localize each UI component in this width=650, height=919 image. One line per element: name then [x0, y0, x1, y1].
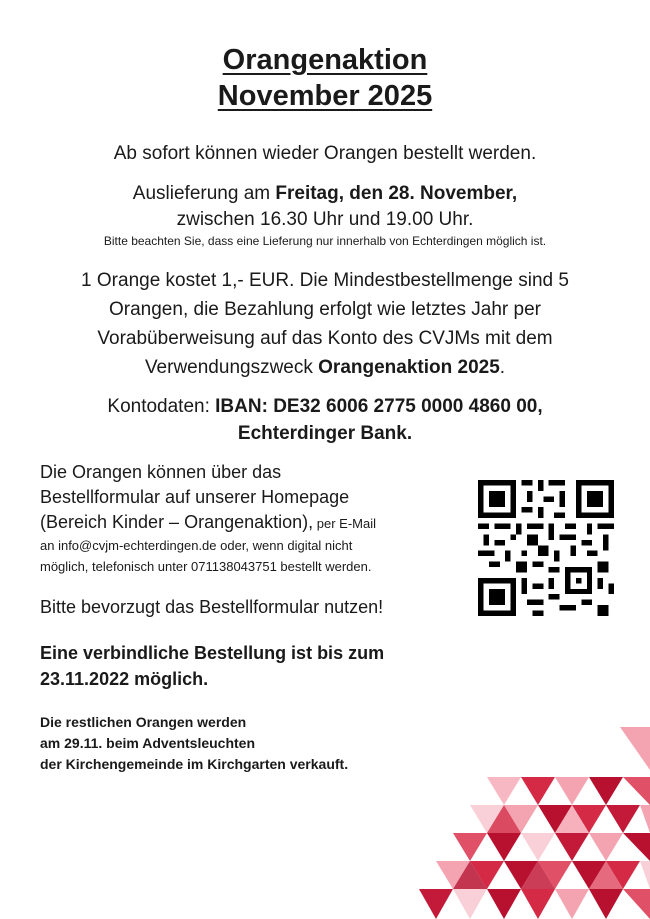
delivery-note: Bitte beachten Sie, dass eine Lieferung nur innerhalb von Echterdingen möglich ist. [103, 234, 547, 248]
delivery-prefix: Auslieferung am [132, 183, 276, 204]
remaining-text [40, 712, 440, 775]
price-purpose: Orangenaktion 2025 [318, 357, 500, 378]
title-line-1: Orangenaktion [222, 44, 428, 76]
order-line-3-small: per E-Mail [313, 516, 377, 531]
account-iban: IBAN: DE32 6006 2775 0000 4860 00, [215, 396, 543, 417]
account-text [0, 393, 650, 447]
account-bank: Echterdinger Bank. [237, 423, 413, 444]
order-line-3 [40, 510, 460, 535]
account-prefix: Kontodaten: [107, 396, 216, 417]
price-text [45, 266, 605, 382]
intro-text: Ab sofort können wieder Orangen bestellt werden. [113, 143, 537, 164]
deadline-text: Eine verbindliche Bestellung ist bis zum 23.11.2022 möglich. [40, 643, 385, 689]
price-end: . [499, 357, 506, 378]
delivery-date: Freitag, den 28. November, [275, 183, 518, 204]
order-line-3-main: (Bereich Kinder – Orangenaktion), [40, 512, 314, 532]
remaining-line-1: Die restlichen Orangen werden [40, 714, 247, 730]
delivery-text [0, 181, 650, 233]
title-line-2: November 2025 [217, 80, 433, 112]
delivery-time: zwischen 16.30 Uhr und 19.00 Uhr. [176, 209, 474, 230]
remaining-line-3: der Kirchengemeinde im Kirchgarten verkauft. [40, 756, 349, 772]
qr-code-icon[interactable] [478, 480, 614, 616]
order-line-2: Bestellformular auf unserer Homepage [40, 487, 350, 507]
order-line-4: an info@cvjm-echterdingen.de oder, wenn digital nicht [40, 538, 353, 553]
order-line-5: möglich, telefonisch unter 071138043751 bestellt werden. [40, 559, 372, 574]
page-title [0, 42, 650, 114]
order-line-1: Die Orangen können über das [40, 462, 282, 482]
remaining-line-2: am 29.11. beim Adventsleuchten [40, 735, 256, 751]
order-text [40, 460, 460, 577]
price-body: 1 Orange kostet 1,- EUR. Die Mindestbestellmenge sind 5 Orangen, die Bezahlung erfolgt wie letztes Jahr per Vorabüberweisung auf das Konto des CVJMs mit dem Verwendungszweck [81, 270, 569, 378]
prefer-text: Bitte bevorzugt das Bestellformular nutzen! [40, 597, 384, 617]
